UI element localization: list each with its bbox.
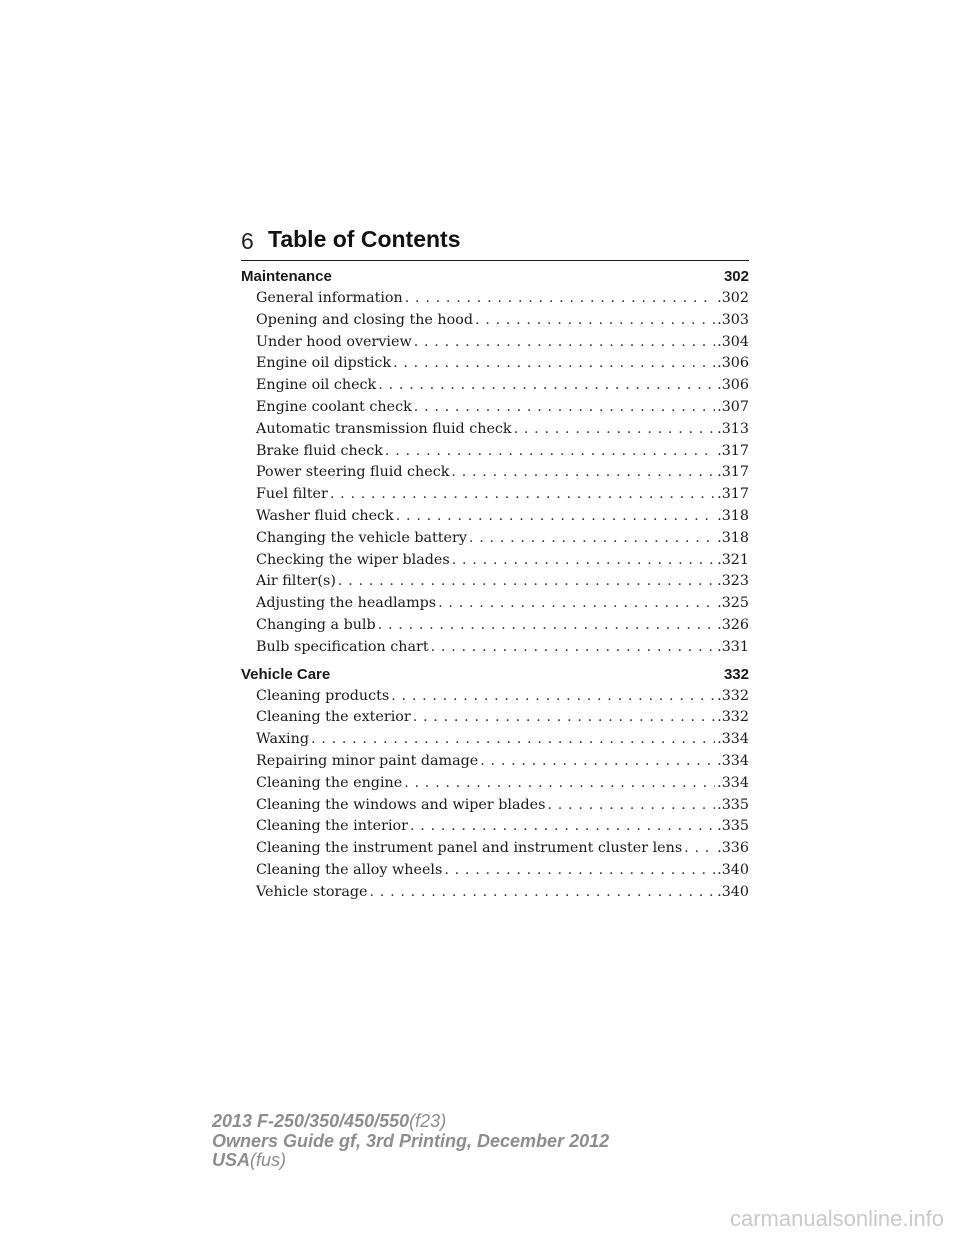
section-heading-maintenance[interactable] (241, 266, 749, 288)
toc-entry[interactable] (256, 506, 749, 528)
toc-entry[interactable] (256, 751, 749, 773)
toc-entry-label: Changing the vehicle battery (256, 529, 467, 546)
toc-entry-label: Engine oil check (256, 377, 377, 394)
toc-entry-label: Bulb specification chart (256, 638, 429, 655)
toc-entry[interactable] (256, 550, 749, 572)
dot-leader (370, 882, 716, 904)
toc-entry-label: Adjusting the headlamps (256, 595, 437, 612)
dot-leader (338, 571, 715, 593)
footer-model: 2013 F-250/350/450/550 (212, 1111, 410, 1131)
section-page: 302 (723, 268, 749, 285)
toc-entry-page: .303 (717, 311, 749, 328)
dot-leader (475, 310, 715, 332)
toc-entry[interactable] (256, 593, 749, 615)
toc-entry[interactable] (256, 816, 749, 838)
toc-entry-page: .321 (717, 551, 749, 568)
toc-entry[interactable] (256, 419, 749, 441)
toc-entry-label: Cleaning the instrument panel and instrument cluster lens (256, 840, 683, 857)
footer-line-market (212, 1151, 609, 1171)
toc-entry[interactable] (256, 707, 749, 729)
footer-market: USA (212, 1150, 251, 1170)
footer-printing: Owners Guide gf, 3rd Printing, December 2012 (212, 1130, 610, 1151)
toc-entry-label: Fuel filter (256, 486, 328, 503)
toc-entry-page: .306 (717, 355, 749, 372)
toc-entry[interactable] (256, 571, 749, 593)
toc-entry[interactable] (256, 397, 749, 419)
toc-entry-page: .335 (717, 796, 749, 813)
toc-entry[interactable] (256, 838, 749, 860)
dot-leader (438, 593, 715, 615)
toc-entry-page: .334 (717, 731, 749, 748)
dot-leader (414, 397, 715, 419)
toc-entry-label: Cleaning the alloy wheels (256, 861, 443, 878)
toc-entry-label: Changing a bulb (256, 616, 376, 633)
toc-entry-page: .318 (717, 529, 749, 546)
dot-leader (393, 353, 715, 375)
toc-entry-page: .317 (717, 442, 749, 459)
toc-entry[interactable] (256, 375, 749, 397)
dot-leader (396, 506, 715, 528)
toc-entry[interactable] (256, 528, 749, 550)
dot-leader (547, 795, 715, 817)
footer-line-model (212, 1112, 609, 1132)
toc-entry-page: .313 (717, 420, 749, 437)
dot-leader (330, 484, 715, 506)
page-number: 6 (241, 228, 254, 254)
toc-entry-label: Checking the wiper blades (256, 551, 450, 568)
section-title: Maintenance (241, 268, 332, 285)
dot-leader (391, 686, 715, 708)
toc-entry-page: .317 (717, 464, 749, 481)
toc-entry-label: Washer fluid check (256, 507, 394, 524)
toc-entry[interactable] (256, 484, 749, 506)
toc-entry-label: Air filter(s) (256, 573, 336, 590)
toc-entry-label: Cleaning products (256, 687, 390, 704)
toc-entry-page: .307 (717, 398, 749, 415)
toc-entry-label: Vehicle storage (256, 883, 368, 900)
table-of-contents (241, 266, 749, 904)
toc-entry-page: .334 (717, 752, 749, 769)
footer-market-code: (fus) (250, 1150, 287, 1170)
toc-entry-page: .326 (717, 616, 749, 633)
toc-entry[interactable] (256, 686, 749, 708)
toc-entry-label: Waxing (256, 731, 309, 748)
watermark: carmanualsonline.info (729, 1206, 944, 1231)
dot-leader (404, 773, 715, 795)
toc-entry-page: .340 (717, 861, 749, 878)
dot-leader (451, 462, 715, 484)
dot-leader (385, 441, 715, 463)
dot-leader (514, 419, 716, 441)
dot-leader (378, 375, 715, 397)
toc-entry-label: Opening and closing the hood (256, 311, 473, 328)
toc-entry[interactable] (256, 441, 749, 463)
dot-leader (469, 528, 715, 550)
dot-leader (410, 816, 715, 838)
dot-leader (311, 729, 715, 751)
toc-entry[interactable] (256, 637, 749, 659)
toc-entry-label: Cleaning the windows and wiper blades (256, 796, 546, 813)
dot-leader (378, 615, 715, 637)
toc-list-vehicle-care (256, 686, 749, 904)
toc-entry-label: Brake fluid check (256, 442, 383, 459)
toc-entry-label: Engine coolant check (256, 398, 412, 415)
toc-entry-label: Automatic transmission fluid check (256, 420, 512, 437)
toc-entry-label: Engine oil dipstick (256, 355, 392, 372)
toc-entry-label: Cleaning the interior (256, 818, 408, 835)
toc-entry[interactable] (256, 615, 749, 637)
toc-entry[interactable] (256, 729, 749, 751)
toc-entry[interactable] (256, 462, 749, 484)
toc-entry-page: .325 (717, 595, 749, 612)
toc-entry-page: .317 (717, 486, 749, 503)
toc-entry-label: Cleaning the engine (256, 774, 403, 791)
toc-entry-page: .336 (717, 840, 749, 857)
toc-entry-label: General information (256, 290, 403, 306)
toc-entry-label: Power steering fluid check (256, 464, 450, 481)
toc-entry-page: .331 (717, 638, 749, 655)
toc-entry[interactable] (256, 353, 749, 375)
toc-entry[interactable] (256, 332, 749, 354)
toc-entry[interactable] (256, 773, 749, 795)
dot-leader (444, 860, 715, 882)
page-title: Table of Contents (268, 226, 461, 252)
toc-entry-label: Repairing minor paint damage (256, 752, 479, 769)
section-title: Vehicle Care (241, 665, 331, 683)
dot-leader (431, 637, 716, 659)
toc-entry[interactable] (256, 860, 749, 882)
print-footer (212, 1112, 609, 1171)
toc-entry-page: .334 (717, 774, 749, 791)
dot-leader (480, 751, 715, 773)
toc-entry-page: .340 (717, 883, 749, 900)
toc-entry-page: .332 (717, 709, 749, 726)
toc-entry-page: .318 (717, 507, 749, 524)
toc-entry-page: .335 (717, 818, 749, 835)
toc-entry-label: Cleaning the exterior (256, 709, 411, 726)
footer-model-code: (f23) (409, 1111, 447, 1131)
page-header (241, 226, 749, 261)
toc-entry-page: .306 (717, 377, 749, 394)
toc-entry[interactable] (256, 795, 749, 817)
dot-leader (405, 288, 715, 310)
toc-entry[interactable] (256, 882, 749, 904)
toc-entry-label: Under hood overview (256, 333, 412, 350)
section-page: 332 (723, 665, 749, 683)
toc-list-maintenance (256, 288, 749, 659)
section-heading-vehicle-care[interactable] (241, 664, 749, 686)
toc-entry[interactable] (256, 288, 749, 310)
toc-entry-page: .323 (717, 573, 749, 590)
dot-leader (413, 707, 715, 729)
dot-leader (452, 550, 715, 572)
toc-entry-page: .302 (717, 290, 749, 306)
toc-entry[interactable] (256, 310, 749, 332)
dot-leader (414, 332, 715, 354)
dot-leader (684, 838, 715, 860)
toc-entry-page: .332 (717, 687, 749, 704)
toc-entry-page: .304 (717, 333, 749, 350)
